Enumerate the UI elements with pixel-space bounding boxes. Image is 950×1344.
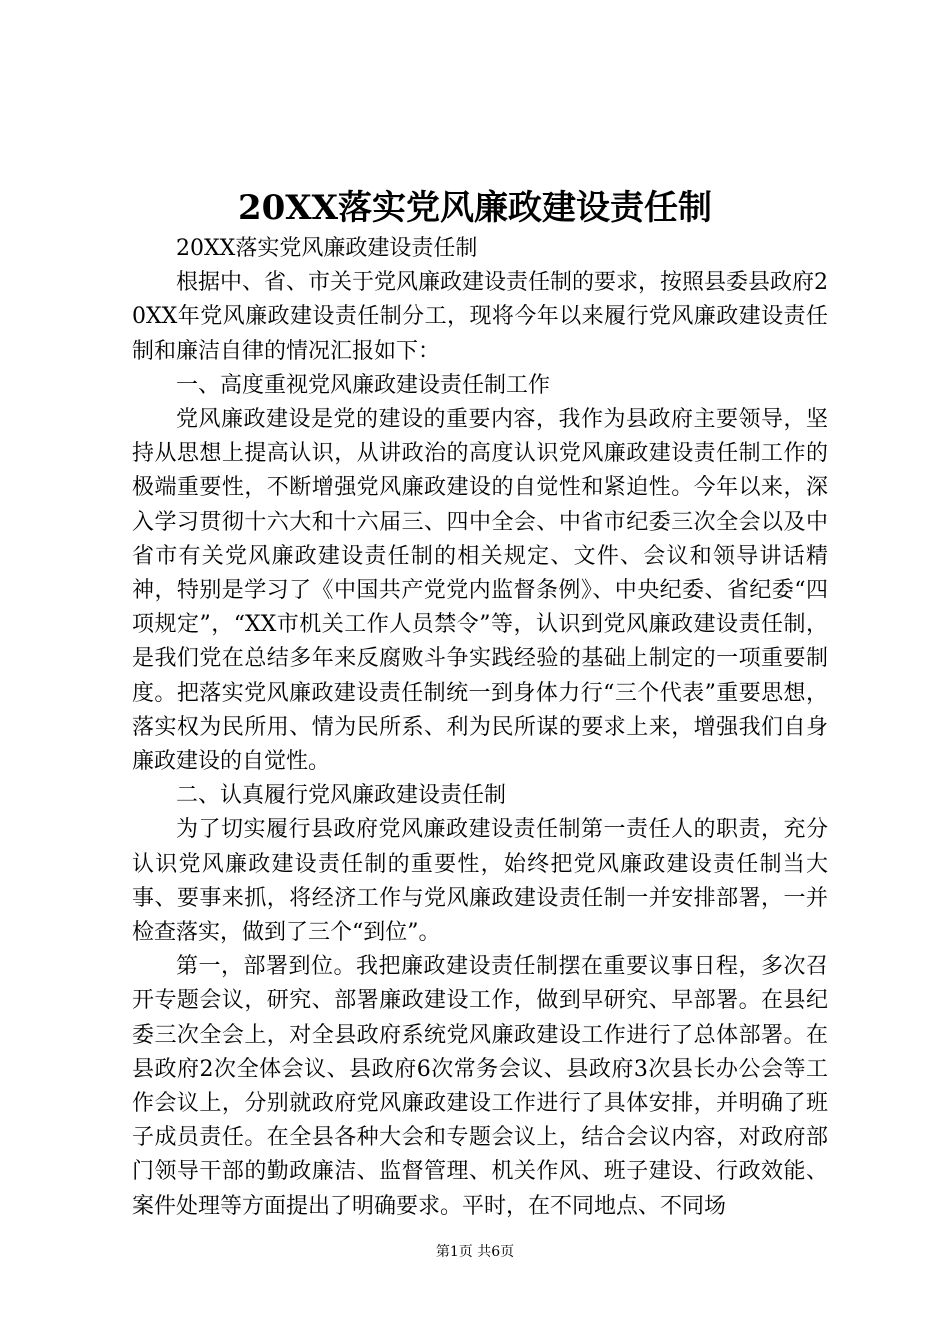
subtitle-paragraph: 20XX落实党风廉政建设责任制 xyxy=(176,236,478,261)
body-paragraph: 党风廉政建设是党的建设的重要内容，我作为县政府主要领导，坚持从思想上提高认识，从讲政治的高度认识党风廉政建设责任制工作的极端重要性，不断增强党风廉政建设的自觉性和紧迫性。今年以来，深入学习贯彻十六大和十六届三、四中全会、中省市纪委三次全会以及中省市有关党风廉政建设责任制的相关规定、文件、会议和领导讲话精神，特别是学习了《中国共产党党内监督条例》、中央纪委、省纪委“四项规定”，“XX市机关工作人员禁令”等，认识到党风廉政建设责任制，是我们党在总结多年来反腐败斗争实践经验的基础上制定的一项重要制度。把落实党风廉政建设责任制统一到身体力行“三个代表”重要思想，落实权为民所用、情为民所系、利为民所谋的要求上来，增强我们自身廉政建设的自觉性。 xyxy=(132,407,828,775)
section-heading-1: 一、高度重视党风廉政建设责任制工作 xyxy=(176,372,551,398)
document-title: 20XX落实党风廉政建设责任制 xyxy=(237,188,713,228)
page-footer: 第1页 共6页 xyxy=(435,1244,515,1260)
body-paragraph: 第一，部署到位。我把廉政建设责任制摆在重要议事日程，多次召开专题会议，研究、部署廉政建设工作，做到早研究、早部署。在县纪委三次全会上，对全县政府系统党风廉政建设工作进行了总体部署。在县政府2次全体会议、县政府6次常务会议、县政府3次县长办公会等工作会议上，分别就政府党风廉政建设工作进行了具体安排，并明确了班子成员责任。在全县各种大会和专题会议上，结合会议内容，对政府部门领导干部的勤政廉洁、监督管理、机关作风、班子建设、行政效能、案件处理等方面提出了明确要求。平时，在不同地点、不同场 xyxy=(132,954,828,1219)
body-paragraph: 为了切实履行县政府党风廉政建设责任制第一责任人的职责，充分认识党风廉政建设责任制的重要性，始终把党风廉政建设责任制当大事、要事来抓，将经济工作与党风廉政建设责任制一并安排部署，一并检查落实，做到了三个“到位”。 xyxy=(132,817,828,946)
intro-paragraph: 根据中、省、市关于党风廉政建设责任制的要求，按照县委县政府20XX年党风廉政建设责任制分工，现将今年以来履行党风廉政建设责任制和廉洁自律的情况汇报如下： xyxy=(132,270,828,364)
document-body xyxy=(132,232,828,1224)
section-heading-2: 二、认真履行党风廉政建设责任制 xyxy=(176,783,507,809)
